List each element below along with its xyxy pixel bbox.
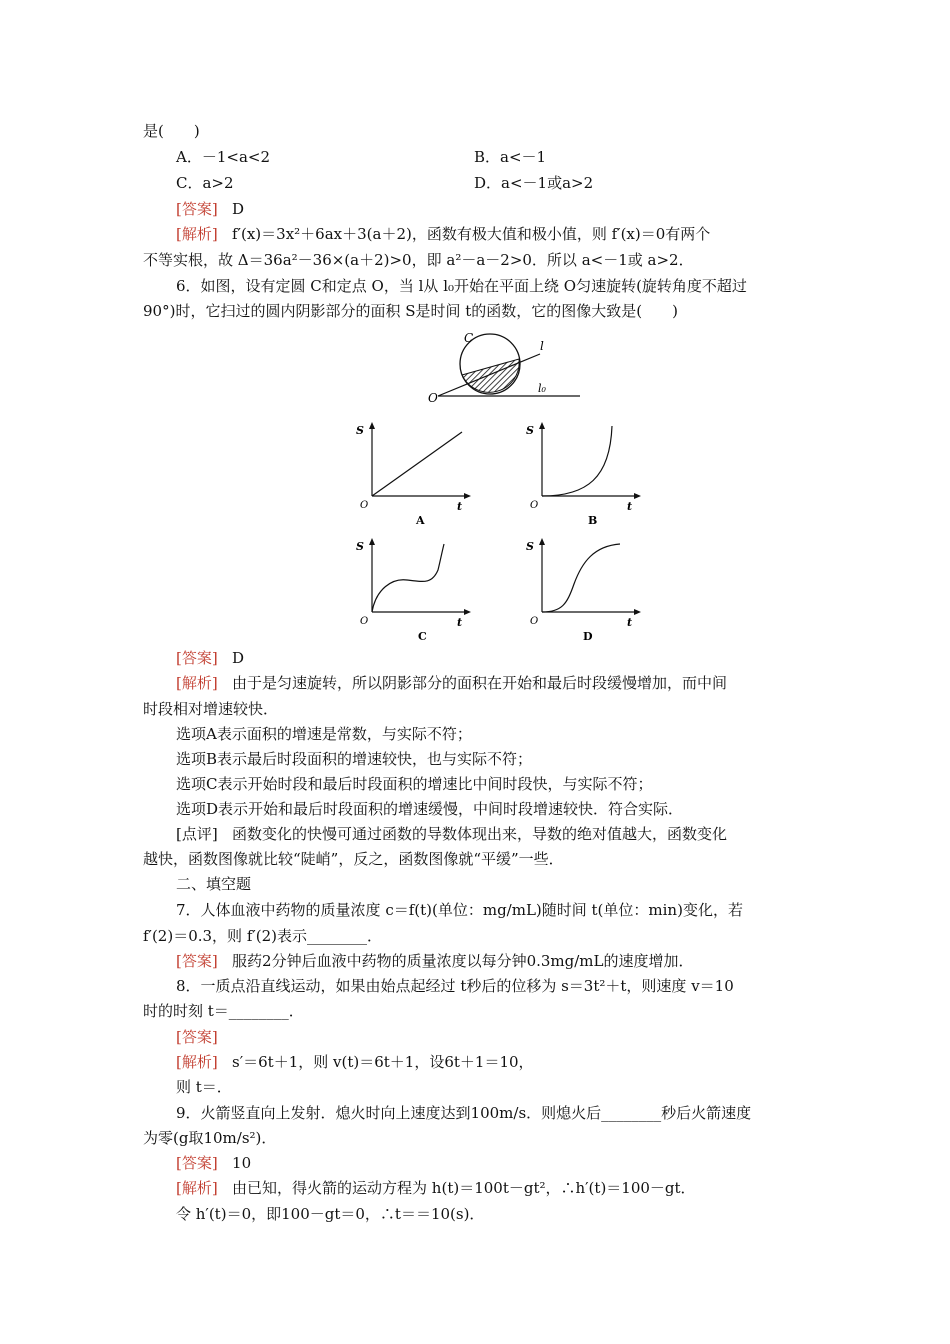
q5-stem-tail: 是( ) [143, 122, 200, 140]
answer-text: D [232, 649, 245, 667]
analysis-text: 由已知，得火箭的运动方程为 h(t)＝100t－gt²，∴h′(t)＝100－gt． [232, 1179, 696, 1197]
q6-analysis-2: 时段相对增速较快． [143, 700, 279, 718]
q5-option-b: B．a<－1 [474, 148, 547, 166]
q6-line-c: 选项C表示开始时段和最后时段面积的增速比中间时段快，与实际不符； [176, 775, 653, 793]
q7-stem-2: f′(2)＝0.3，则 f′(2)表示________． [143, 927, 383, 945]
q9-analysis-2: 令 h′(t)＝0，即100－gt＝0，∴t＝＝10(s)． [176, 1205, 485, 1223]
q8-analysis-2: 则 t＝． [176, 1078, 232, 1096]
q9-analysis-1 [176, 1178, 696, 1198]
q8-analysis-1 [176, 1052, 534, 1072]
graph-a-origin: O [360, 500, 369, 511]
graph-d [522, 534, 647, 646]
q5-analysis-2: 不等实根，故 Δ＝36a²－36×(a＋2)>0，即 a²－a－2>0．所以 a<－1或 a>2． [143, 251, 694, 269]
q7-stem-1: 7．人体血液中药物的质量浓度 c＝f(t)(单位：mg/mL)随时间 t(单位：min)变化，若 [176, 901, 743, 919]
q8-stem-2: 时的时刻 t＝________． [143, 1002, 304, 1020]
q8-stem-1: 8．一质点沿直线运动，如果由始点起经过 t秒后的位移为 s＝3t²＋t，则速度 v＝10 [176, 977, 734, 995]
graph-d-xlabel: t [627, 616, 633, 629]
answer-tag: [答案] [176, 1154, 218, 1172]
q6-stem-2: 90°)时，它扫过的圆内阴影部分的面积 S是时间 t的函数，它的图像大致是( ) [143, 302, 678, 320]
q9-answer [176, 1153, 251, 1173]
graph-d-ylabel: S [526, 540, 534, 553]
answer-text: D [232, 200, 245, 218]
comment-text: 函数变化的快慢可通过函数的导数体现出来，导数的绝对值越大，函数变化 [232, 825, 728, 843]
graph-b-xlabel: t [627, 500, 633, 513]
section-heading: 二、填空题 [176, 875, 252, 893]
graph-b-caption: B [588, 514, 598, 527]
graph-c-ylabel: S [356, 540, 364, 553]
label-o: O [428, 391, 438, 405]
graph-a-ylabel: S [356, 424, 364, 437]
analysis-text: f′(x)＝3x²＋6ax＋3(a＋2)，函数有极大值和极小值，则 f′(x)＝0有两个 [232, 225, 711, 243]
answer-text: 10 [232, 1154, 252, 1172]
analysis-text: 由于是匀速旋转，所以阴影部分的面积在开始和最后时段缓慢增加，而中间 [232, 674, 728, 692]
curve-d [542, 544, 620, 612]
graph-a-caption: A [416, 514, 425, 527]
graph-c [352, 534, 477, 646]
graph-b-ylabel: S [526, 424, 534, 437]
label-c: C [464, 331, 474, 345]
graph-b [522, 418, 647, 530]
analysis-tag: [解析] [176, 1179, 218, 1197]
q6-comment-1 [176, 824, 727, 844]
q5-answer [176, 199, 244, 219]
q6-line-a: 选项A表示面积的增速是常数，与实际不符； [176, 725, 472, 743]
q9-stem-1: 9．火箭竖直向上发射．熄火时向上速度达到100m/s．则熄火后________秒后火箭速度 [176, 1104, 752, 1122]
answer-tag: [答案] [176, 200, 218, 218]
q5-option-a: A．－1<a<2 [176, 148, 270, 166]
answer-tag: [答案] [176, 952, 218, 970]
q6-line-d: 选项D表示开始和最后时段面积的增速缓慢，中间时段增速较快．符合实际． [176, 800, 684, 818]
curve-c [372, 544, 444, 612]
curve-b [542, 426, 612, 496]
analysis-tag: [解析] [176, 674, 218, 692]
graph-a [352, 418, 477, 530]
analysis-tag: [解析] [176, 225, 218, 243]
graph-c-origin: O [360, 616, 369, 627]
label-l0: l₀ [538, 382, 546, 395]
q5-option-d: D．a<－1或a>2 [474, 174, 594, 192]
analysis-tag: [解析] [176, 1053, 218, 1071]
q7-answer [176, 951, 694, 971]
analysis-text: s′＝6t＋1，则 v(t)＝6t＋1，设6t＋1＝10， [232, 1053, 534, 1071]
q6-comment-2: 越快，函数图像就比较“陡峭”，反之，函数图像就“平缓”一些． [143, 850, 564, 868]
answer-tag: [答案] [176, 1028, 218, 1046]
q9-stem-2: 为零(g取10m/s²)． [143, 1129, 277, 1147]
q6-analysis-1 [176, 673, 727, 693]
curve-a [372, 432, 462, 496]
graph-d-origin: O [530, 616, 539, 627]
label-l: l [540, 339, 544, 353]
comment-tag: [点评] [176, 825, 218, 843]
q5-option-c: C．a>2 [176, 174, 234, 192]
answer-tag: [答案] [176, 649, 218, 667]
graph-d-caption: D [583, 630, 593, 643]
q6-answer [176, 648, 244, 668]
graph-a-xlabel: t [457, 500, 463, 513]
graph-c-xlabel: t [457, 616, 463, 629]
q6-line-b: 选项B表示最后时段面积的增速较快，也与实际不符； [176, 750, 533, 768]
q6-stem-1: 6．如图，设有定圆 C和定点 O，当 l从 l₀开始在平面上绕 O匀速旋转(旋转角度不超过 [176, 277, 747, 295]
graph-b-origin: O [530, 500, 539, 511]
answer-text: 服药2分钟后血液中药物的质量浓度以每分钟0.3mg/mL的速度增加． [232, 952, 694, 970]
q8-answer [176, 1027, 218, 1047]
q5-analysis-1 [176, 224, 710, 244]
circle-rotation-figure [420, 330, 590, 410]
graph-c-caption: C [418, 630, 427, 643]
